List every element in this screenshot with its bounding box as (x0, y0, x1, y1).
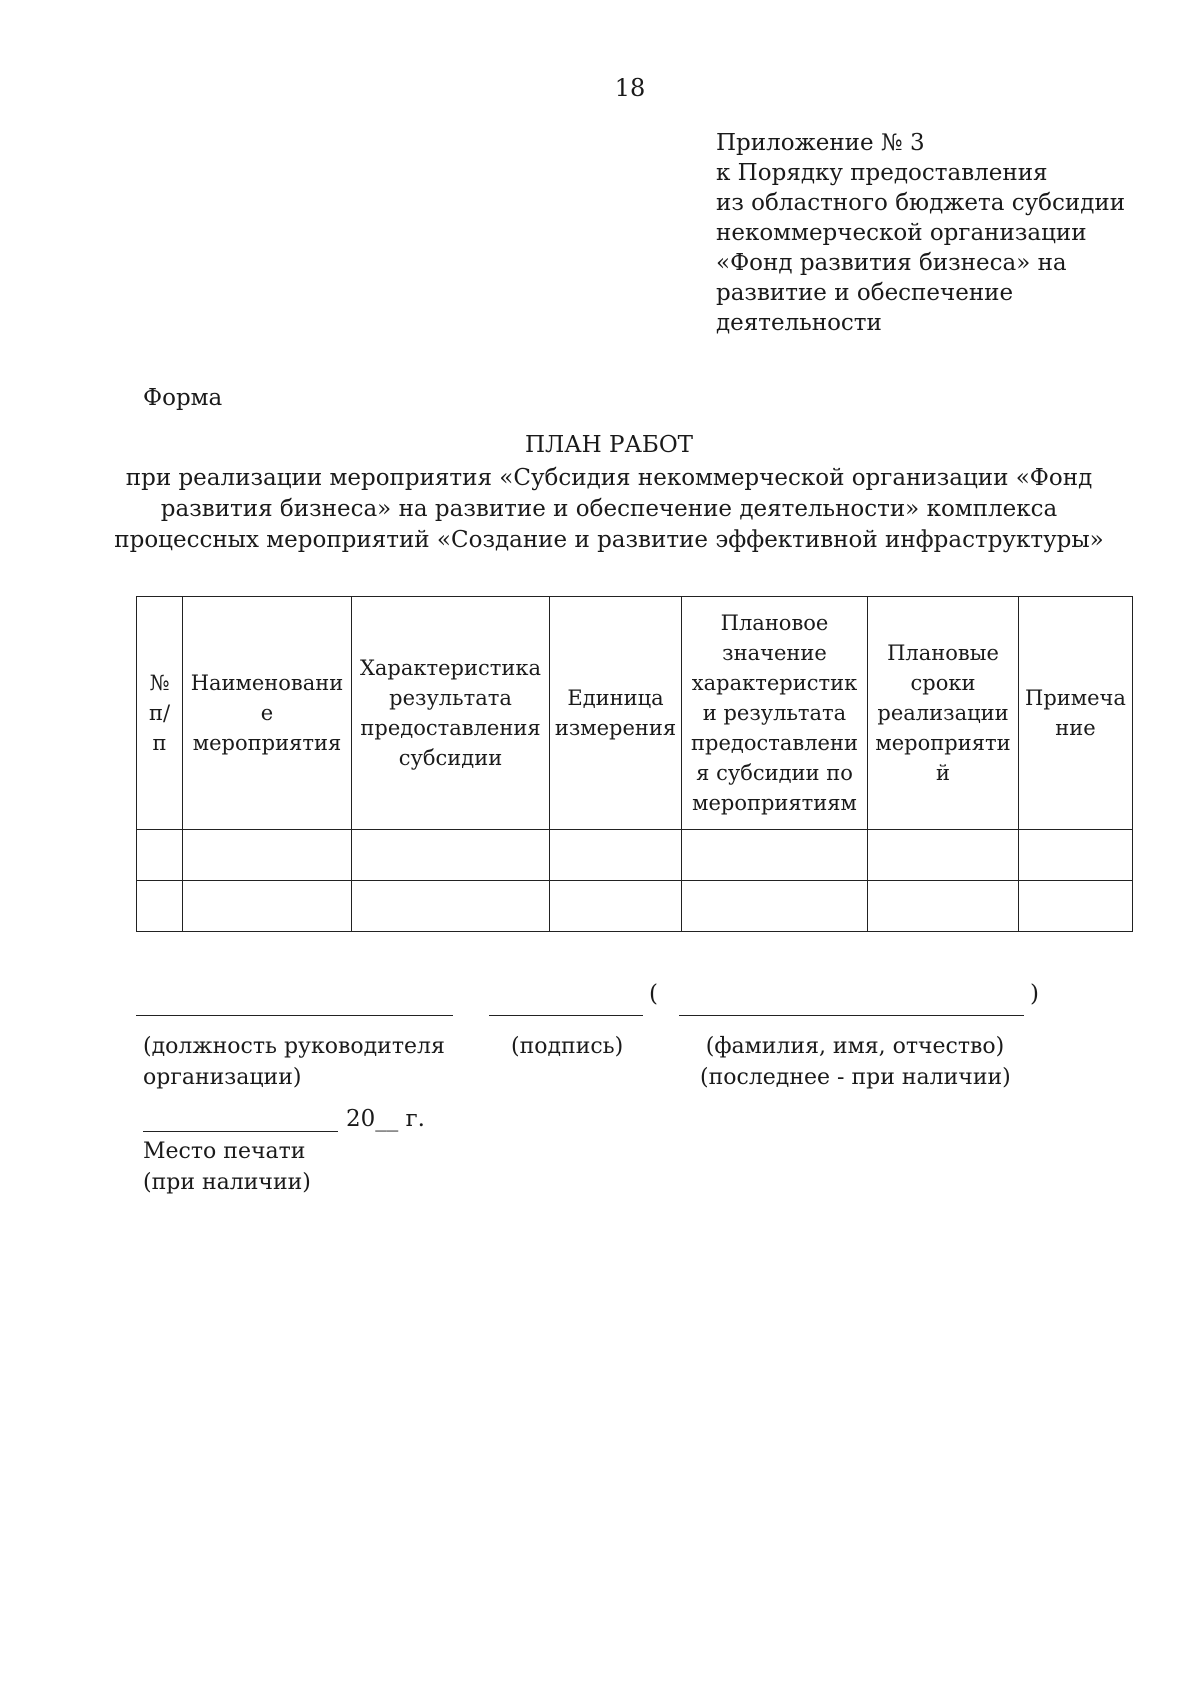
header-planned-value: Плановое значение характеристик и результата предоставлени я субсидии по мероприятиям (682, 597, 868, 830)
page-number: 18 (614, 74, 646, 102)
position-signature-line[interactable] (136, 1015, 453, 1016)
table-cell[interactable] (868, 830, 1019, 881)
document-title: ПЛАН РАБОТ (524, 432, 694, 458)
table-header-row (137, 597, 1133, 830)
header-note: Примеча ние (1019, 597, 1133, 830)
appendix-line: «Фонд развития бизнеса» на (716, 250, 1067, 276)
appendix-line: к Порядку предоставления (716, 160, 1048, 186)
table-cell[interactable] (183, 830, 352, 881)
appendix-line: Приложение № 3 (716, 130, 925, 156)
table-cell[interactable] (137, 881, 183, 932)
work-plan-table (136, 596, 1133, 932)
open-paren: ( (649, 981, 658, 1007)
table-row (137, 830, 1133, 881)
header-unit: Единица измерения (550, 597, 682, 830)
signature-caption: (подпись) (511, 1034, 624, 1059)
table-cell[interactable] (682, 881, 868, 932)
table-cell[interactable] (550, 881, 682, 932)
header-planned-dates: Плановые сроки реализации мероприяти й (868, 597, 1019, 830)
header-number: № п/ п (137, 597, 183, 830)
table-cell[interactable] (550, 830, 682, 881)
appendix-line: некоммерческой организации (716, 220, 1087, 246)
close-paren: ) (1030, 981, 1039, 1007)
subtitle-line: развития бизнеса» на развитие и обеспечение деятельности» комплекса (160, 496, 1058, 522)
table-cell[interactable] (868, 881, 1019, 932)
table-row (137, 881, 1133, 932)
appendix-note (716, 128, 1125, 338)
signature-line[interactable] (489, 1015, 643, 1016)
table-cell[interactable] (1019, 830, 1133, 881)
table-cell[interactable] (352, 830, 550, 881)
appendix-line: развитие и обеспечение (716, 280, 1014, 306)
form-label: Форма (143, 385, 223, 411)
appendix-line: деятельности (716, 310, 882, 336)
table-cell[interactable] (137, 830, 183, 881)
name-signature-line[interactable] (679, 1015, 1024, 1016)
table-cell[interactable] (682, 830, 868, 881)
subtitle-line: процессных мероприятий «Создание и развитие эффективной инфраструктуры» (114, 527, 1104, 553)
header-result-characteristic: Характеристика результата предоставления субсидии (352, 597, 550, 830)
table-cell[interactable] (1019, 881, 1133, 932)
header-event-name: Наименовани е мероприятия (183, 597, 352, 830)
table-cell[interactable] (352, 881, 550, 932)
name-caption: (фамилия, имя, отчество) (последнее - при наличии) (700, 1034, 1011, 1090)
appendix-line: из областного бюджета субсидии (716, 190, 1126, 216)
subtitle-line: при реализации мероприятия «Субсидия некоммерческой организации «Фонд (125, 465, 1093, 491)
stamp-place: Место печати (при наличии) (143, 1139, 311, 1195)
date-line[interactable] (143, 1131, 338, 1132)
position-caption: (должность руководителя организации) (143, 1034, 445, 1090)
document-subtitle (0, 463, 1200, 556)
table-cell[interactable] (183, 881, 352, 932)
date-year: 20__ г. (346, 1106, 425, 1132)
